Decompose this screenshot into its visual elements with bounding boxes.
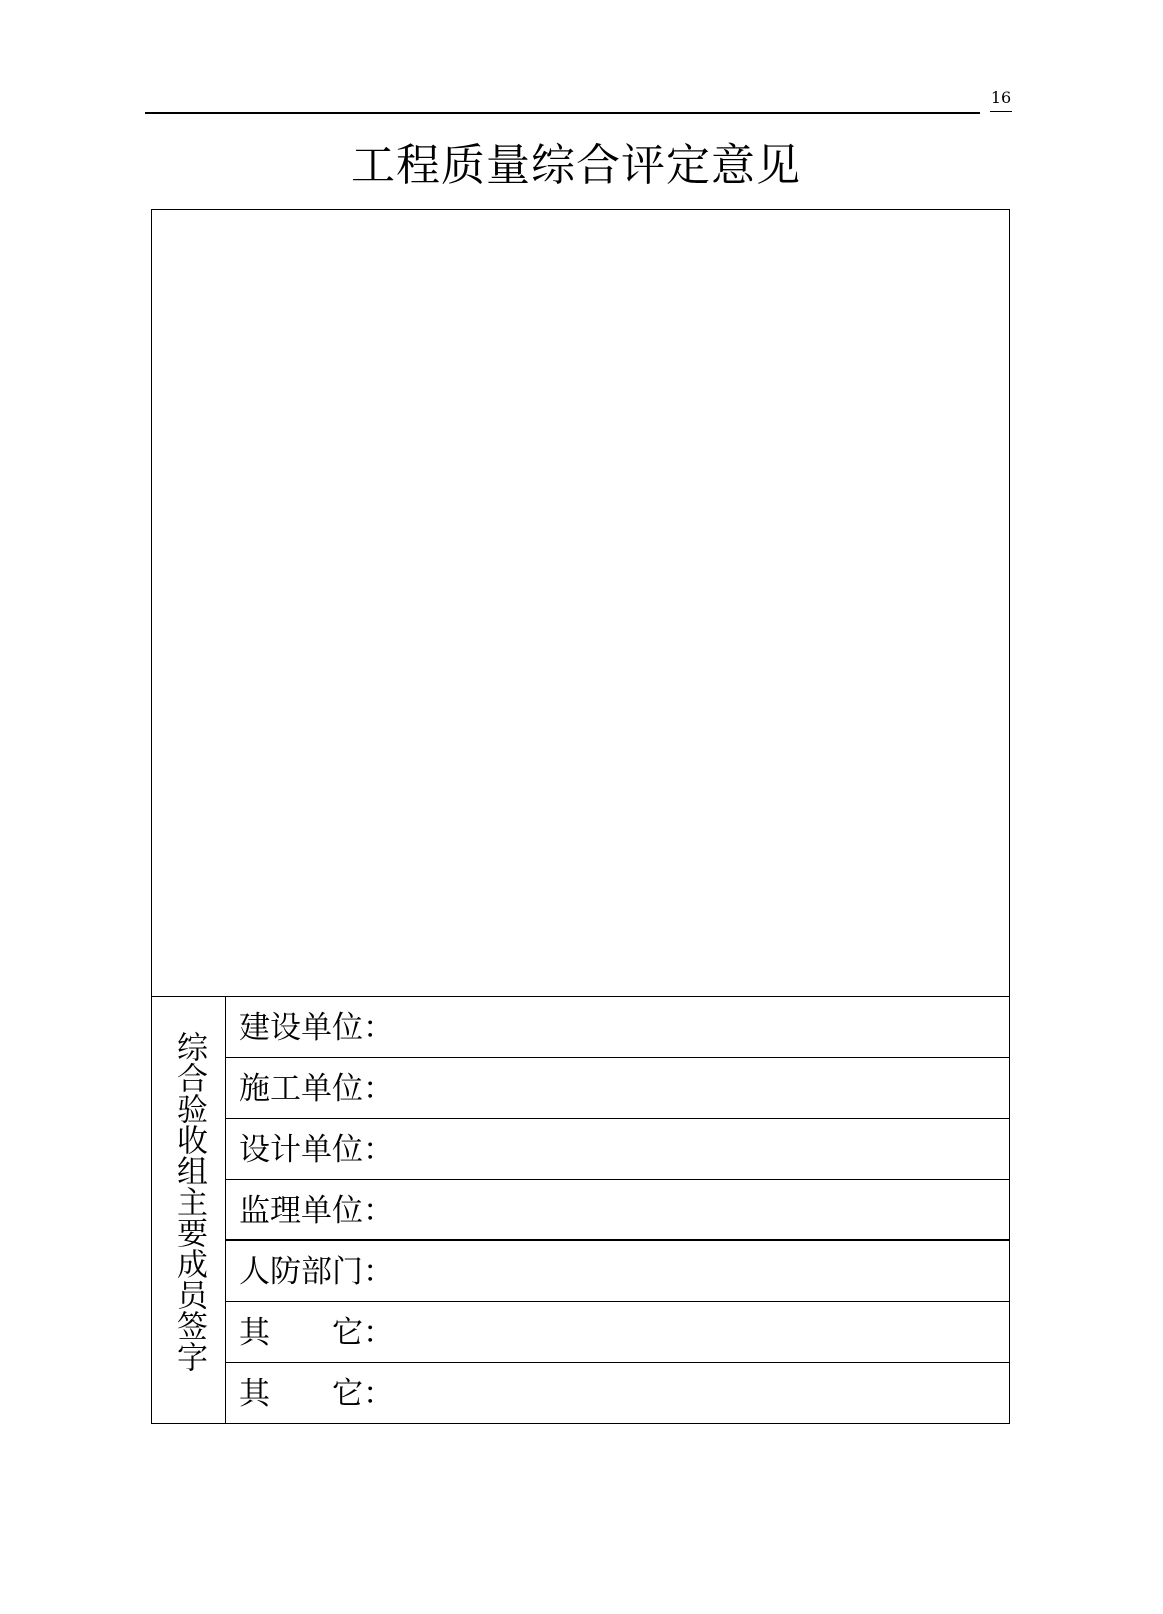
signature-row-label: 设计单位： [239,1132,394,1168]
signature-side-label: 综合验收组主要成员签字 [171,1031,207,1372]
page-number: 16 [990,88,1012,107]
signature-row-civil-defense[interactable] [226,1241,1009,1302]
signature-side-label-cell [152,997,226,1423]
page-number-underline [990,111,1012,112]
evaluation-form [151,209,1010,1424]
signature-row-label: 建设单位： [239,1010,394,1046]
page-title: 工程质量综合评定意见 [351,140,801,191]
signature-row-label: 其 它： [239,1315,394,1351]
header-rule [145,112,980,114]
signature-rows [226,997,1009,1423]
signature-row-supervision-unit[interactable] [226,1180,1009,1241]
signature-row-label: 人防部门： [239,1254,394,1290]
signature-row-label: 施工单位： [239,1071,394,1107]
opinion-text-area[interactable] [152,210,1009,997]
signature-row-label: 监理单位： [239,1193,394,1229]
signature-row-other-1[interactable] [226,1302,1009,1363]
signature-row-builder-unit[interactable] [226,1058,1009,1119]
signature-row-construction-unit[interactable] [226,997,1009,1058]
signature-row-design-unit[interactable] [226,1119,1009,1180]
signature-row-label: 其 它： [239,1376,394,1412]
signature-row-other-2[interactable] [226,1363,1009,1423]
signature-section [152,997,1009,1423]
